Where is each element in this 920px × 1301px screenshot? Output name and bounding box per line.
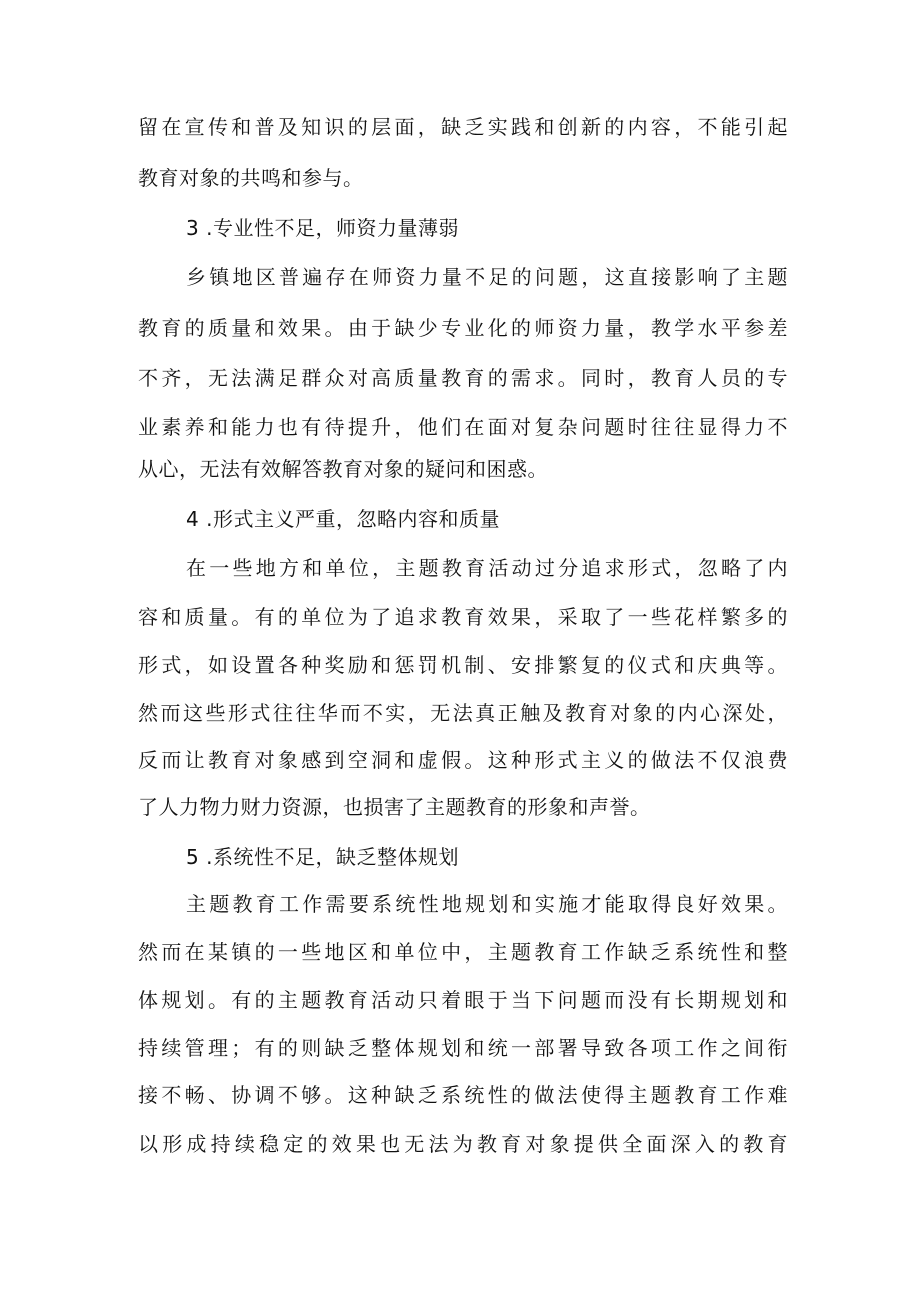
- text-line: 形式，如设置各种奖励和惩罚机制、安排繁复的仪式和庆典等。: [138, 653, 788, 677]
- text-line: 接不畅、协调不够。这种缺乏系统性的做法使得主题教育工作难: [138, 1083, 788, 1107]
- section-heading-3: 3 .专业性不足，师资力量薄弱: [186, 216, 459, 240]
- text-line: 体规划。有的主题教育活动只着眼于当下问题而没有长期规划和: [138, 988, 788, 1012]
- text-line: 业素养和能力也有待提升，他们在面对复杂问题时往往显得力不: [138, 415, 788, 439]
- text-line: 然而在某镇的一些地区和单位中，主题教育工作缺乏系统性和整: [138, 940, 788, 964]
- text-line: 容和质量。有的单位为了追求教育效果，采取了一些花样繁多的: [138, 605, 788, 629]
- text-line: 持续管理；有的则缺乏整体规划和统一部署导致各项工作之间衔: [138, 1036, 788, 1060]
- section-heading-5: 5 .系统性不足，缺乏整体规划: [186, 845, 459, 869]
- text-line: 反而让教育对象感到空洞和虚假。这种形式主义的做法不仅浪费: [138, 748, 788, 772]
- text-line: 教育对象的共鸣和参与。: [138, 166, 364, 190]
- text-line: 从心，无法有效解答教育对象的疑问和困惑。: [138, 457, 548, 481]
- section-heading-4: 4 .形式主义严重，忽略内容和质量: [186, 507, 500, 531]
- text-line: 在一些地方和单位，主题教育活动过分追求形式，忽略了内: [186, 556, 788, 580]
- text-line: 乡镇地区普遍存在师资力量不足的问题，这直接影响了主题: [186, 265, 788, 289]
- text-line: 主题教育工作需要系统性地规划和实施才能取得良好效果。: [186, 892, 788, 916]
- text-line: 以形成持续稳定的效果也无法为教育对象提供全面深入的教育: [138, 1132, 788, 1156]
- text-line: 教育的质量和效果。由于缺少专业化的师资力量，教学水平参差: [138, 316, 788, 340]
- text-line: 了人力物力财力资源，也损害了主题教育的形象和声誉。: [138, 795, 651, 819]
- text-line: 不齐，无法满足群众对高质量教育的需求。同时，教育人员的专: [138, 366, 788, 390]
- text-line: 留在宣传和普及知识的层面，缺乏实践和创新的内容，不能引起: [138, 115, 788, 139]
- text-line: 然而这些形式往往华而不实，无法真正触及教育对象的内心深处，: [138, 701, 788, 725]
